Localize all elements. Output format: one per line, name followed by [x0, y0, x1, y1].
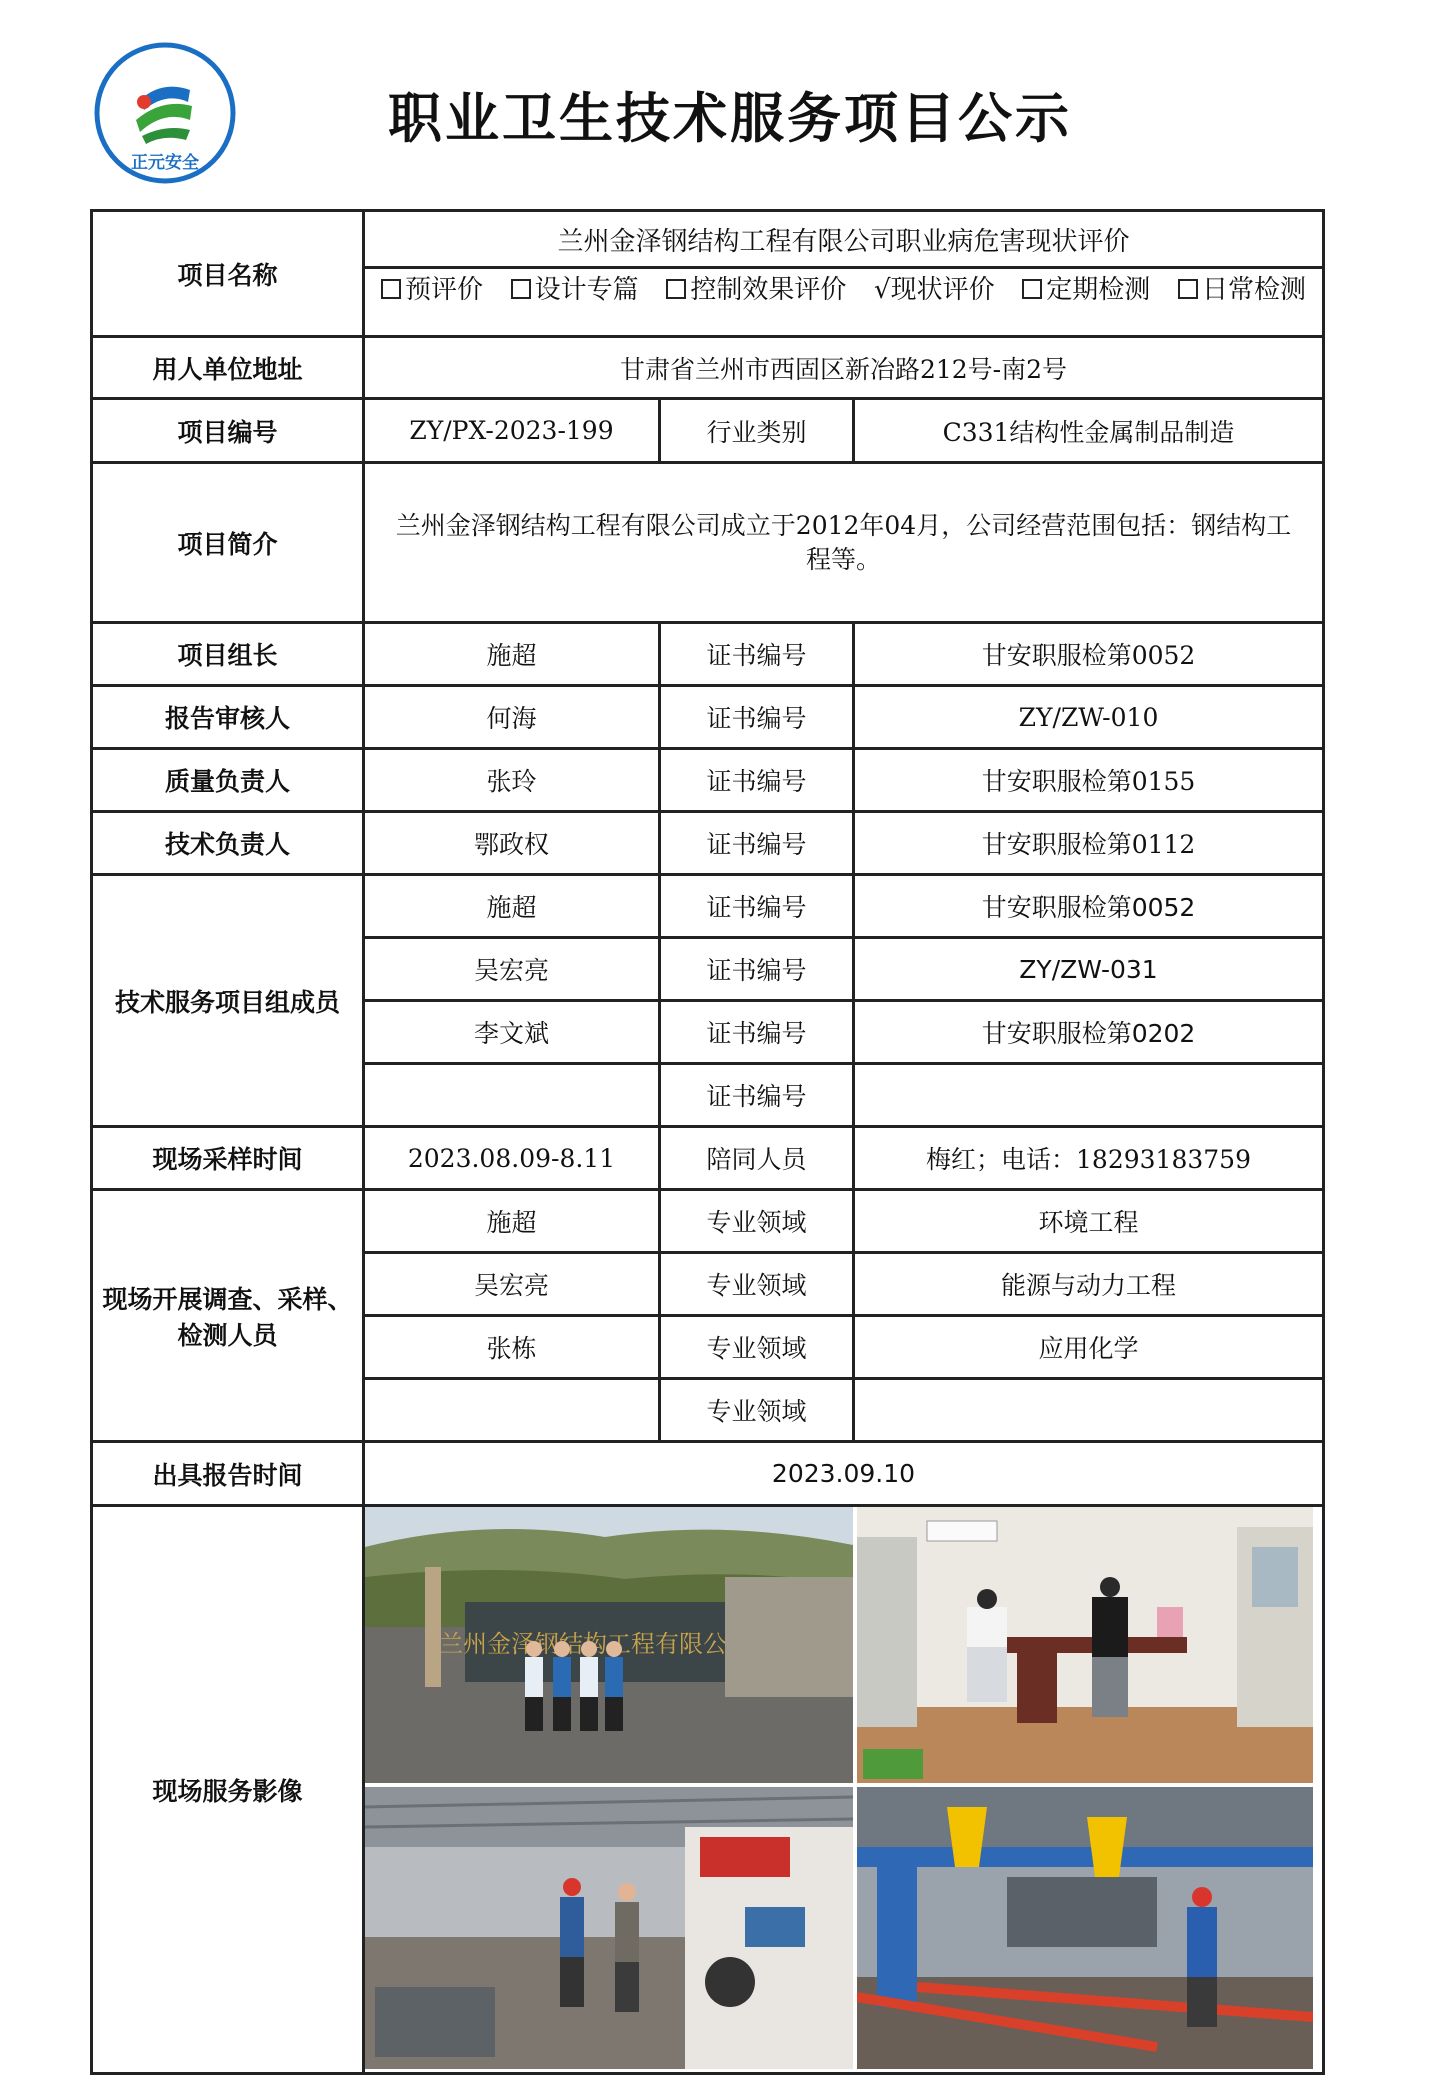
member-cert: ZY/ZW-031: [854, 938, 1324, 1001]
industry-label: 行业类别: [660, 399, 854, 463]
page-title: 职业卫生技术服务项目公示: [388, 87, 1072, 150]
label-reviewer: 报告审核人: [92, 686, 364, 749]
field-label: 专业领域: [660, 1379, 854, 1442]
logo-text: 正元安全: [131, 153, 199, 173]
employer-address: 甘肃省兰州市西固区新冶路212号-南2号: [364, 337, 1324, 399]
reviewer-name: 何海: [364, 686, 660, 749]
cert-label: 证书编号: [660, 938, 854, 1001]
photo-office: [857, 1507, 1313, 1783]
member-cert: 甘安职服检第0052: [854, 875, 1324, 938]
member-cert: 甘安职服检第0202: [854, 1001, 1324, 1064]
checkbox-icon: [1178, 279, 1198, 299]
photo-site-entrance: [365, 1507, 853, 1783]
photo-grid: [365, 1507, 1313, 2069]
staff-name: [364, 1379, 660, 1442]
project-number: ZY/PX-2023-199: [364, 399, 660, 463]
member-cert: [854, 1064, 1324, 1127]
sampling-time: 2023.08.09-8.11: [364, 1127, 660, 1190]
label-photos: 现场服务影像: [92, 1506, 364, 2074]
member-name: 李文斌: [364, 1001, 660, 1064]
staff-field: [854, 1379, 1324, 1442]
industry-value: C331结构性金属制品制造: [854, 399, 1324, 463]
field-label: 专业领域: [660, 1253, 854, 1316]
evaluation-type-options: [365, 269, 1322, 335]
label-sampling-time: 现场采样时间: [92, 1127, 364, 1190]
project-intro: 兰州金泽钢结构工程有限公司成立于2012年04月，公司经营范围包括：钢结构工程等。: [364, 463, 1324, 623]
project-name: 兰州金泽钢结构工程有限公司职业病危害现状评价: [365, 212, 1322, 269]
option-pre-evaluation: 预评价: [381, 275, 483, 305]
leader-cert: 甘安职服检第0052: [854, 623, 1324, 686]
cert-label: 证书编号: [660, 875, 854, 938]
cert-label: 证书编号: [660, 1064, 854, 1127]
companion-label: 陪同人员: [660, 1127, 854, 1190]
info-table: [90, 209, 1325, 2075]
staff-field: 能源与动力工程: [854, 1253, 1324, 1316]
leader-name: 施超: [364, 623, 660, 686]
label-intro: 项目简介: [92, 463, 364, 623]
field-label: 专业领域: [660, 1316, 854, 1379]
staff-name: 吴宏亮: [364, 1253, 660, 1316]
companion-info: 梅红；电话：18293183759: [854, 1127, 1324, 1190]
label-members: 技术服务项目组成员: [92, 875, 364, 1127]
checkbox-icon: [1022, 279, 1042, 299]
quality-name: 张玲: [364, 749, 660, 812]
tech-name: 鄂政权: [364, 812, 660, 875]
report-time: 2023.09.10: [364, 1442, 1324, 1506]
checkbox-icon: [511, 279, 531, 299]
cert-label: 证书编号: [660, 686, 854, 749]
tech-cert: 甘安职服检第0112: [854, 812, 1324, 875]
staff-name: 施超: [364, 1190, 660, 1253]
label-quality: 质量负责人: [92, 749, 364, 812]
member-name: 施超: [364, 875, 660, 938]
cert-label: 证书编号: [660, 812, 854, 875]
quality-cert: 甘安职服检第0155: [854, 749, 1324, 812]
photo-welding-line: [857, 1787, 1313, 2069]
option-control-effect: 控制效果评价: [666, 275, 846, 305]
cert-label: 证书编号: [660, 623, 854, 686]
member-name: 吴宏亮: [364, 938, 660, 1001]
label-address: 用人单位地址: [92, 337, 364, 399]
option-design: 设计专篇: [511, 275, 639, 305]
field-label: 专业领域: [660, 1190, 854, 1253]
checkbox-icon: [381, 279, 401, 299]
label-project-no: 项目编号: [92, 399, 364, 463]
checkbox-icon: [666, 279, 686, 299]
reviewer-cert: ZY/ZW-010: [854, 686, 1324, 749]
option-periodic-test: 定期检测: [1022, 275, 1150, 305]
label-leader: 项目组长: [92, 623, 364, 686]
staff-field: 环境工程: [854, 1190, 1324, 1253]
label-project-name: 项目名称: [92, 211, 364, 337]
staff-name: 张栋: [364, 1316, 660, 1379]
option-status-evaluation: √现状评价: [874, 275, 995, 305]
option-daily-test: 日常检测: [1178, 275, 1306, 305]
staff-field: 应用化学: [854, 1316, 1324, 1379]
label-report-time: 出具报告时间: [92, 1442, 364, 1506]
label-tech: 技术负责人: [92, 812, 364, 875]
checkmark-icon: √: [874, 275, 891, 305]
photo-workshop-machine: [365, 1787, 853, 2069]
cert-label: 证书编号: [660, 1001, 854, 1064]
member-name: [364, 1064, 660, 1127]
label-field-staff: 现场开展调查、采样、检测人员: [92, 1190, 364, 1442]
company-logo: [92, 40, 238, 186]
cert-label: 证书编号: [660, 749, 854, 812]
